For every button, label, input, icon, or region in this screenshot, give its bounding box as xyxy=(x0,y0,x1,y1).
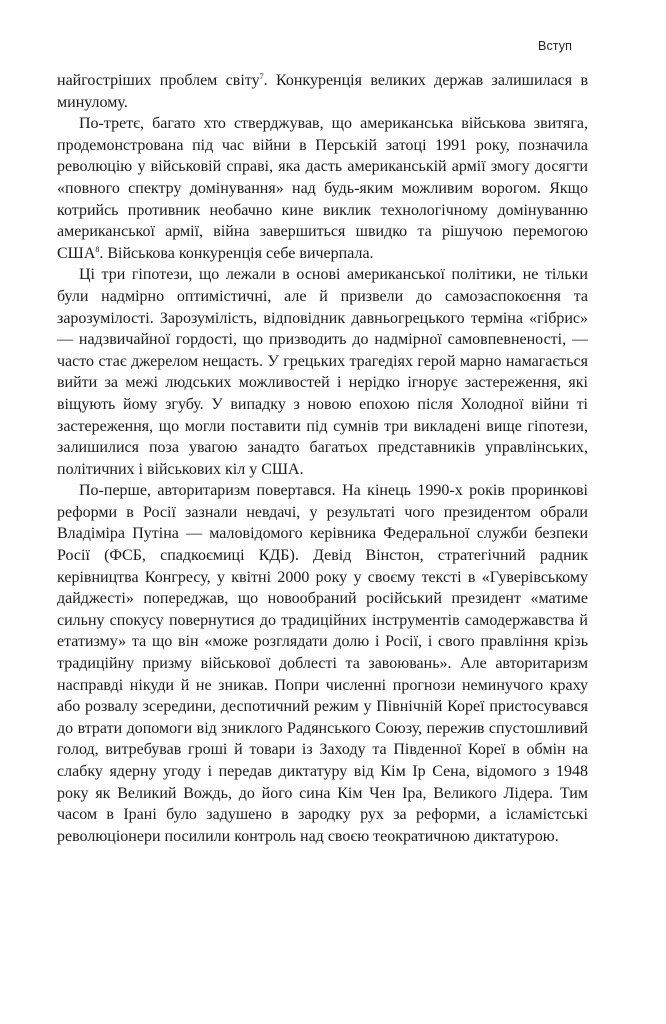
paragraph xyxy=(57,264,588,480)
paragraph-text: По-третє, багато хто стверджував, що американська військова звитяга, продемонстрована під час війни в Перській затоці 1991 року, позначила революцію у військовій справі, яка дасть американській армії змогу досягти «повного спектру домінування» над будь-яким можливим ворогом. Якщо котрийсь противник необачно кине виклик технологічному домінуванню американської армії, війна завершиться швидко та рішучою перемогою США xyxy=(57,115,588,262)
paragraph xyxy=(57,70,588,113)
paragraph-text: . Військова конкуренція себе вичерпала. xyxy=(99,244,374,262)
paragraph xyxy=(57,480,588,847)
footnote-marker: 7 xyxy=(259,72,264,81)
paragraph-text: По-перше, авторитаризм повертався. На кінець 1990-х років проринкові реформи в Росії зазнали невдачі, у результаті чого президентом обрали Владіміра Путіна — маловідомого керівника Федеральної служби безпеки Росії (ФСБ, спадкоємиці КДБ). Девід Вінстон, стратегічний радник керівництва Конгресу, у квітні 2000 року у своєму тексті в «Гуверівському дайджесті» попереджав, що новообраний російський президент «матиме сильну спокусу повернутися до традиційних інструментів самодержавства й етатизму» та що він «може розглядати долю і Росії, і свого правління крізь традиційну призму військової доблесті та завоювань». Але авторитаризм насправді нікуди й не зникав. Попри численні прогнози неминучого краху або розвалу зсередини, деспотичний режим у Північній Кореї пристосувався до втрати допомоги від зниклого Радянського Союзу, пережив спустошливий голод, витребував гроші й товари із Заходу та Південної Кореї в обмін на слабку ядерну угоду і передав диктатуру від Кім Ір Сена, відомого з 1948 року як Великий Вождь, до його сина Кім Чен Іра, Великого Лідера. Тим часом в Ірані було задушено в зародку рух за реформи, а ісламістські революціонери посилили контроль над своєю теократичною диктатурою. xyxy=(57,482,588,845)
page-body xyxy=(57,70,588,847)
paragraph-text: Ці три гіпотези, що лежали в основі американської політики, не тільки були надмірно оптимістичні, але й призвели до самозаспокоєння та зарозумілості. Зарозумілість, відповідник давньогрецького терміна «гібрис» — надзвичайної гордості, що призводить до надмірної самовпевненості, — часто стає джерелом нещасть. У грецьких трагедіях герой марно намагається вийти за межі людських можливостей і нерідко ігнорує застереження, які віщують йому згубу. У випадку з новою епохою після Холодної війни ті застереження, що могли поставити під сумнів три викладені вище гіпотези, залишилися поза увагою занадто багатьох представників управлінських, політичних і військових кіл у США. xyxy=(57,266,588,478)
paragraph-text: . Конкуренція великих держав залишилася в минулому. xyxy=(57,72,588,111)
paragraph xyxy=(57,113,588,264)
running-header: Вступ xyxy=(538,39,572,53)
footnote-marker: 8 xyxy=(95,244,100,254)
paragraph-text: найгостріших проблем світу xyxy=(57,72,260,89)
